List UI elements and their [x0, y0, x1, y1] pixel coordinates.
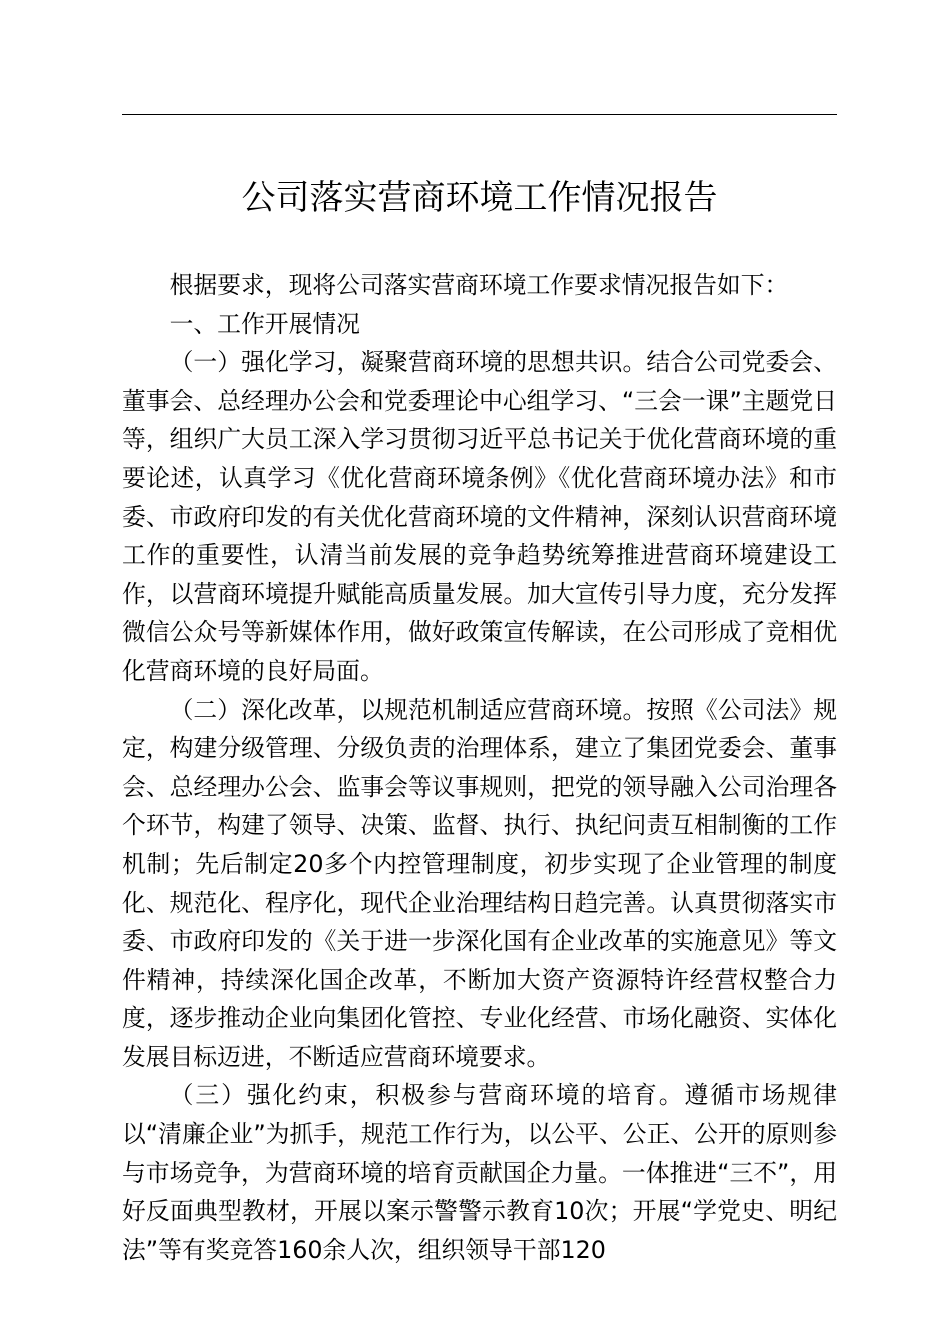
section-heading-1: 一、工作开展情况 [169, 309, 360, 338]
header-rule [122, 114, 837, 115]
paragraph-study: （一）强化学习，凝聚营商环境的思想共识。结合公司党委会、董事会、总经理办公会和党委理论中心组学习、“三会一课”主题党日等，组织广大员工深入学习贯彻习近平总书记关于优化营商环境的重要论述，认真学习《优化营商环境条例》《优化营商环境办法》和市委、市政府印发的有关优化营商环境的文件精神，深刻认识营商环境工作的重要性，认清当前发展的竞争趋势统筹推进营商环境建设工作，以营商环境提升赋能高质量发展。加大宣传引导力度，充分发挥微信公众号等新媒体作用，做好政策宣传解读，在公司形成了竞相优化营商环境的良好局面。 [122, 348, 837, 685]
paragraph-reform: （二）深化改革，以规范机制适应营商环境。按照《公司法》规定，构建分级管理、分级负责的治理体系，建立了集团党委会、董事会、总经理办公会、监事会等议事规则，把党的领导融入公司治理各个环节，构建了领导、决策、监督、执行、执纪问责互相制衡的工作机制；先后制定20多个内控管理制度，初步实现了企业管理的制度化、规范化、程序化，现代企业治理结构日趋完善。认真贯彻落实市委、市政府印发的《关于进一步深化国有企业改革的实施意见》等文件精神，持续深化国企改革，不断加大资产资源特许经营权整合力度，逐步推动企业向集团化管控、专业化经营、市场化融资、实体化发展目标迈进，不断适应营商环境要求。 [122, 695, 837, 1071]
document-body [122, 266, 837, 1269]
intro-paragraph: 根据要求，现将公司落实营商环境工作要求情况报告如下： [169, 271, 789, 299]
paragraph-constraint: （三）强化约束，积极参与营商环境的培育。遵循市场规律以“清廉企业”为抓手，规范工作行为，以公平、公正、公开的原则参与市场竞争，为营商环境的培育贡献国企力量。一体推进“三不”，用好反面典型教材，开展以案示警警示教育10次；开展“学党史、明纪法”等有奖竞答160余人次，组织领导干部120 [122, 1081, 837, 1264]
document-title: 公司落实营商环境工作情况报告 [241, 178, 718, 218]
